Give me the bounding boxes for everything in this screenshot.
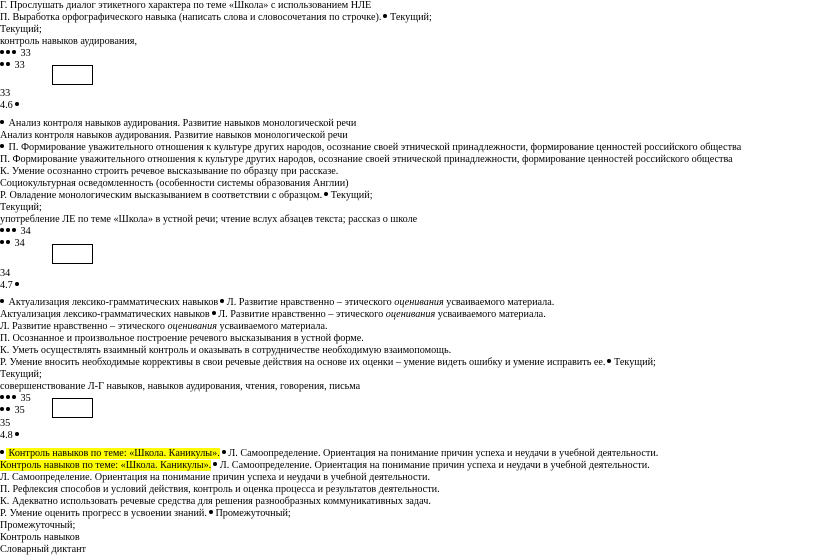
bullet-icon bbox=[0, 299, 4, 303]
text-line bbox=[0, 12, 432, 24]
text-line bbox=[0, 309, 546, 321]
text-line: Текущий; bbox=[0, 24, 42, 35]
text: 35 bbox=[18, 393, 31, 404]
text-line: Л. Самоопределение. Ориентация на понимание причин успеха и неудачи в учебной деятельности. bbox=[0, 472, 431, 483]
bullet-icon bbox=[0, 450, 4, 454]
text-line bbox=[0, 100, 19, 112]
bullet-icon bbox=[6, 50, 10, 54]
text-line bbox=[0, 280, 19, 292]
bullet-icon bbox=[0, 228, 4, 232]
text-line: Текущий; bbox=[0, 369, 42, 380]
text-line: Контроль навыков bbox=[0, 532, 80, 543]
text: 33 bbox=[18, 48, 31, 59]
text-italic: оценивания bbox=[167, 321, 217, 332]
text: П. Выработка орфографического навыка (написать слова и словосочетания по строчке). bbox=[0, 12, 382, 23]
bullet-icon bbox=[15, 282, 19, 286]
text: усваиваемого материала. bbox=[216, 321, 328, 332]
bullet-icon bbox=[12, 395, 16, 399]
text-italic: оценивания bbox=[385, 309, 436, 320]
text-line bbox=[0, 321, 328, 333]
text-line bbox=[0, 357, 656, 369]
text-line bbox=[0, 405, 25, 417]
text: Текущий; bbox=[387, 12, 432, 23]
text-line: Социокультурная осведомленность (особенности системы образования Англии) bbox=[0, 178, 349, 189]
text: 34 bbox=[18, 226, 31, 237]
text-line: К. Адекватно использовать речевые средства для решения разнообразных коммуникативных задач. bbox=[0, 496, 431, 507]
text: Текущий; bbox=[328, 190, 373, 201]
text: 35 bbox=[12, 405, 25, 416]
text-line bbox=[0, 430, 19, 442]
bullet-icon bbox=[0, 240, 4, 244]
text-line bbox=[0, 48, 31, 60]
text-line bbox=[0, 448, 658, 460]
bullet-icon bbox=[12, 228, 16, 232]
text-line: П. Осознанное и произвольное построение речевого высказывания в устной форме. bbox=[0, 333, 364, 344]
text: Р. Овладение монологическим высказыванием в соответствии с образцом. bbox=[0, 190, 323, 201]
text-line: совершенствование Л-Г навыков, навыков аудирования, чтения, говорения, письма bbox=[0, 381, 361, 392]
text-line bbox=[0, 460, 650, 472]
text: Л. Развитие нравственно – этического bbox=[224, 297, 395, 308]
text-line: Промежуточный; bbox=[0, 520, 76, 531]
text: Р. Умение оценить прогресс в усвоении знаний. bbox=[0, 508, 207, 519]
bullet-icon bbox=[0, 62, 4, 66]
text-line bbox=[0, 238, 25, 250]
bullet-icon bbox=[6, 62, 10, 66]
text-line bbox=[0, 297, 554, 309]
empty-box bbox=[52, 398, 93, 418]
highlighted-text: Контроль навыков по теме: «Школа. Каникулы». bbox=[6, 448, 220, 459]
text-line: 34 bbox=[0, 268, 11, 279]
text: Анализ контроля навыков аудирования. Развитие навыков монологической речи bbox=[6, 118, 357, 129]
text: П. Формирование уважительного отношения к культуре других народов, осознание своей этнической принадлежности, формирование ценностей российского общества bbox=[6, 142, 742, 153]
text-italic: оценивания bbox=[394, 297, 444, 308]
text: Актуализация лексико-грамматических навыков bbox=[0, 309, 210, 320]
empty-box bbox=[52, 65, 93, 85]
text-line: 35 bbox=[0, 418, 11, 429]
text-line: контроль навыков аудирования, bbox=[0, 36, 138, 47]
text-line: Г. Прослушать диалог этикетного характера по теме «Школа» с использованием НЛЕ bbox=[0, 0, 372, 11]
text: 4.6 bbox=[0, 100, 13, 111]
text-line: П. Рефлексия способов и условий действия, контроль и оценка процесса и результатов деятельности. bbox=[0, 484, 440, 495]
text-line: К. Умение осознанно строить речевое высказывание по образцу при рассказе. bbox=[0, 166, 339, 177]
text: Л. Самоопределение. Ориентация на понимание причин успеха и неудачи в учебной деятельности. bbox=[217, 460, 650, 471]
text: Л. Самоопределение. Ориентация на понимание причин успеха и неудачи в учебной деятельности. bbox=[225, 448, 659, 459]
bullet-icon bbox=[6, 395, 10, 399]
text-line: употребление ЛЕ по теме «Школа» в устной речи; чтение вслух абзацев текста; рассказ о школе bbox=[0, 214, 418, 225]
bullet-icon bbox=[6, 240, 10, 244]
text-line: Анализ контроля навыков аудирования. Развитие навыков монологической речи bbox=[0, 130, 348, 141]
text: усваиваемого материала. bbox=[443, 297, 555, 308]
bullet-icon bbox=[12, 50, 16, 54]
text-line bbox=[0, 190, 373, 202]
text: 4.8 bbox=[0, 430, 13, 441]
text-line: К. Уметь осуществлять взаимный контроль и оказывать в сотрудничестве необходимую взаимопомощь. bbox=[0, 345, 452, 356]
text: Промежуточный; bbox=[212, 508, 291, 519]
text-line: Словарный диктант bbox=[0, 544, 87, 555]
text: 34 bbox=[12, 238, 25, 249]
text: Актуализация лексико-грамматических навыков bbox=[6, 297, 219, 308]
bullet-icon bbox=[6, 228, 10, 232]
text-line: П. Формирование уважительного отношения к культуре других народов, осознание своей этнической принадлежности, формирование ценностей российского общества bbox=[0, 154, 733, 165]
bullet-icon bbox=[0, 144, 4, 148]
bullet-icon bbox=[15, 432, 19, 436]
text-line bbox=[0, 393, 31, 405]
highlighted-text: Контроль навыков по теме: «Школа. Каникулы». bbox=[0, 460, 212, 471]
bullet-icon bbox=[0, 407, 4, 411]
text: Л. Развитие нравственно – этического bbox=[0, 321, 168, 332]
text-line bbox=[0, 142, 741, 154]
text-line bbox=[0, 226, 31, 238]
text-line bbox=[0, 118, 356, 130]
text: 33 bbox=[12, 60, 25, 71]
text-line: Текущий; bbox=[0, 202, 42, 213]
text: усваиваемого материала. bbox=[435, 309, 546, 320]
text: Л. Развитие нравственно – этического bbox=[215, 309, 386, 320]
empty-box bbox=[52, 244, 93, 264]
text-line bbox=[0, 508, 291, 520]
text: 4.7 bbox=[0, 280, 13, 291]
text: Р. Умение вносить необходимые коррективы в свои речевые действия на основе их оценки – умение видеть ошибку и умение исправить ее. bbox=[0, 357, 606, 368]
bullet-icon bbox=[0, 120, 4, 124]
bullet-icon bbox=[0, 395, 4, 399]
text-line: 33 bbox=[0, 88, 11, 99]
bullet-icon bbox=[15, 102, 19, 106]
bullet-icon bbox=[6, 407, 10, 411]
text: Текущий; bbox=[611, 357, 656, 368]
text-line bbox=[0, 60, 25, 72]
bullet-icon bbox=[0, 50, 4, 54]
